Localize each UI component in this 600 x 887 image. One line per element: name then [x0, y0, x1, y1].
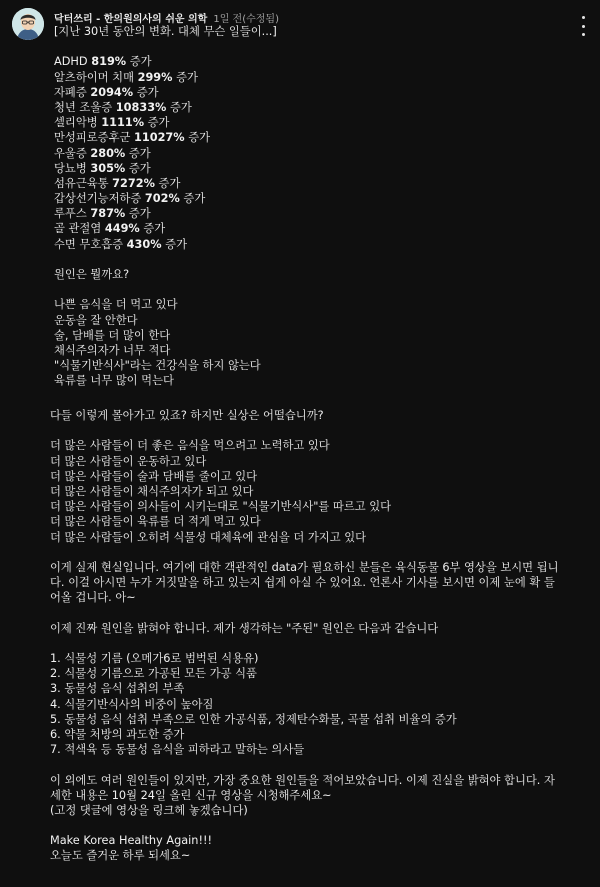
stat-name: 만성피로증후군	[54, 131, 131, 145]
paragraph-line: 다. 이걸 아시면 누가 거짓말을 하고 있는지 쉽게 아실 수 있어요. 언론사 기사를 보시면 이제 눈에 확 들	[50, 576, 555, 590]
stat-percent: 7272%	[112, 176, 155, 190]
stat-item	[54, 191, 584, 206]
stat-percent: 11027%	[133, 131, 185, 145]
stat-suffix: 증가	[128, 161, 151, 175]
stat-percent: 430%	[126, 237, 162, 251]
avatar-icon	[12, 8, 44, 40]
real-cause-item: 4. 식물기반식사의 비중이 높아짐	[50, 697, 214, 711]
stat-name: 당뇨병	[54, 161, 87, 175]
stat-item	[54, 130, 584, 145]
closing: 오늘도 즐거운 하루 되세요~	[50, 849, 191, 863]
real-cause-item: 1. 식물성 기름 (오메가6로 범벅된 식용유)	[50, 652, 259, 665]
reality-item: 더 많은 사람들이 운동하고 있다	[50, 454, 207, 468]
stat-suffix: 증가	[169, 100, 192, 114]
stat-name: 골 관절염	[54, 222, 102, 236]
stat-percent: 10833%	[115, 100, 167, 114]
paragraph-line: 어올 겁니다. 아~	[50, 591, 136, 605]
real-causes-list	[50, 651, 590, 757]
stat-name: 루푸스	[54, 207, 87, 221]
stat-item	[54, 100, 584, 115]
real-cause-item: 2. 식물성 기름으로 가공된 모든 가공 식품	[50, 667, 257, 681]
avatar[interactable]	[12, 8, 44, 40]
comment-body-bottom	[0, 408, 590, 864]
stat-item	[54, 237, 584, 252]
stat-item	[54, 146, 584, 161]
cause-item: 운동을 잘 안한다	[54, 313, 138, 327]
stat-name: 갑상선기능저하증	[54, 192, 142, 206]
real-cause-item: 6. 약물 처방의 과도한 증가	[50, 727, 185, 741]
stat-item	[54, 70, 584, 85]
reality-list	[50, 438, 590, 544]
stat-item	[54, 221, 584, 236]
stat-percent: 449%	[104, 222, 140, 236]
stat-suffix: 증가	[143, 222, 166, 236]
stat-name: 자폐증	[54, 85, 87, 99]
stat-suffix: 증가	[188, 131, 211, 145]
paragraph-line: 세한 내용은 10월 24일 올린 신규 영상을 시청해주세요~	[50, 788, 332, 802]
paragraph-conclusion	[50, 773, 590, 819]
comment-time[interactable]: 1일 전(수정됨)	[213, 14, 279, 25]
stat-name: 수면 무호흡증	[54, 237, 124, 251]
real-cause-item: 5. 동물성 음식 섭취 부족으로 인한 가공식품, 정제탄수화물, 곡물 섭취 비율의 증가	[50, 712, 457, 726]
stat-name: ADHD	[54, 55, 88, 69]
paragraph-real-cause-intro: 이제 진짜 원인을 밝혀야 합니다. 제가 생각하는 "주된" 원인은 다음과 같습니다	[50, 621, 439, 635]
reality-item: 더 많은 사람들이 채식주의자가 되고 있다	[50, 484, 254, 498]
reality-item: 더 많은 사람들이 술과 담배를 줄이고 있다	[50, 469, 258, 483]
stat-name: 우울증	[54, 146, 87, 160]
stat-item	[54, 176, 584, 191]
cause-item: 술, 담배를 더 많이 한다	[54, 328, 171, 342]
comment-meta	[54, 10, 279, 25]
paragraph-line: 이 외에도 여러 원인들이 있지만, 가장 중요한 원인들을 적어보았습니다. 이제 진실을 밝혀야 합니다. 자	[50, 773, 555, 787]
stat-item	[54, 115, 584, 130]
comment-title: [지난 30년 동안의 변화. 대체 무슨 일들이...]	[54, 25, 277, 38]
stat-suffix: 증가	[165, 237, 187, 251]
reality-item: 더 많은 사람들이 육류를 더 적게 먹고 있다	[50, 515, 261, 529]
cause-item: 육류를 너무 많이 먹는다	[54, 374, 174, 388]
cause-item: 채식주의자가 너무 적다	[54, 343, 171, 357]
paragraph-reality	[50, 560, 590, 606]
stats-list	[54, 54, 584, 251]
paragraph-line: 이게 실제 현실입니다. 여기에 대한 객관적인 data가 필요하신 분들은 육식동물 6부 영상을 보시면 됩니	[50, 560, 559, 574]
slogan: Make Korea Healthy Again!!!	[50, 834, 213, 848]
reality-item: 더 많은 사람들이 오히려 식물성 대체육에 관심을 더 가지고 있다	[50, 530, 367, 544]
stat-percent: 787%	[90, 207, 126, 221]
stat-percent: 819%	[91, 55, 127, 69]
stat-percent: 280%	[90, 146, 126, 160]
stat-percent: 2094%	[90, 85, 134, 99]
paragraph-line: (고정 댓글에 영상을 링크헤 놓겠습니다)	[50, 803, 248, 817]
stat-item	[54, 161, 584, 176]
real-cause-item: 3. 동물성 음식 섭취의 부족	[50, 682, 185, 696]
causes-list	[54, 297, 584, 388]
stat-suffix: 증가	[128, 207, 151, 221]
stat-item	[54, 85, 584, 100]
stat-item	[54, 54, 584, 69]
stat-suffix: 증가	[183, 192, 206, 206]
question-text: 원인은 뭘까요?	[54, 268, 130, 281]
stat-suffix: 증가	[129, 55, 152, 69]
reality-question: 다들 이렇게 몰아가고 있죠? 하지만 실상은 어떨습니까?	[50, 409, 324, 422]
stat-suffix: 증가	[128, 146, 151, 160]
author-name[interactable]: 닥터쓰리 - 한의원의사의 쉬운 의학	[54, 14, 208, 25]
stat-suffix: 증가	[147, 116, 170, 130]
stat-suffix: 증가	[136, 85, 159, 99]
reality-item: 더 많은 사람들이 더 좋은 음식을 먹으려고 노력하고 있다	[50, 439, 330, 453]
stat-suffix: 증가	[176, 70, 198, 84]
stat-suffix: 증가	[158, 176, 181, 190]
stat-name: 알츠하이머 치매	[54, 70, 134, 84]
stat-name: 셀리악병	[54, 116, 98, 130]
stat-percent: 702%	[144, 192, 180, 206]
stat-item	[54, 206, 584, 221]
reality-item: 더 많은 사람들이 의사들이 시키는대로 "식물기반식사"를 따르고 있다	[50, 500, 392, 514]
stat-percent: 1111%	[101, 116, 145, 130]
stat-percent: 299%	[137, 70, 173, 84]
cause-item: "식물기반식사"라는 건강식을 하지 않는다	[54, 359, 261, 373]
cause-item: 나쁜 음식을 더 먹고 있다	[54, 298, 178, 312]
stat-name: 섬유근육통	[54, 176, 109, 190]
stat-percent: 305%	[90, 161, 126, 175]
real-cause-item: 7. 적색육 등 동물성 음식을 피하라고 말하는 의사들	[50, 743, 305, 757]
stat-name: 청년 조울증	[54, 100, 113, 114]
comment-body-top	[54, 24, 584, 389]
